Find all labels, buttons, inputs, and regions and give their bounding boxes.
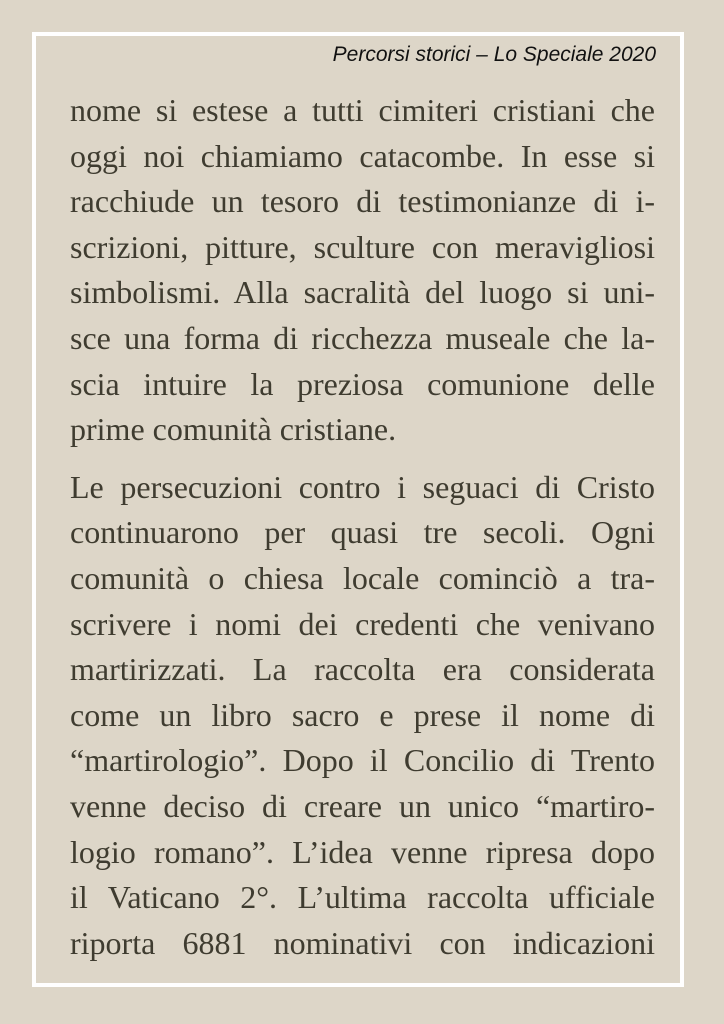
text-line: come un libro sacro e prese il nome di	[70, 696, 655, 733]
text-line: scia intuire la preziosa comunione delle	[70, 365, 655, 402]
text-line: riporta 6881 nominativi con indicazioni	[70, 924, 655, 961]
text-line: comunità o chiesa locale cominciò a tra-	[70, 559, 655, 596]
paragraph-1	[70, 88, 655, 453]
text-line: venne deciso di creare un unico “martiro-	[70, 787, 655, 824]
text-line: martirizzati. La raccolta era considerata	[70, 651, 655, 688]
text-line: prime comunità cristiane.	[70, 411, 397, 448]
running-header: Percorsi storici – Lo Speciale 2020	[332, 43, 656, 66]
text-line: il Vaticano 2°. L’ultima raccolta ufficiale	[70, 879, 655, 916]
text-line: oggi noi chiamiamo catacombe. In esse si	[70, 137, 655, 174]
body-text	[70, 88, 655, 966]
text-line: nome si estese a tutti cimiteri cristiani che	[70, 92, 655, 128]
text-line: logio romano”. L’idea venne ripresa dopo	[70, 833, 655, 870]
text-line: simbolismi. Alla sacralità del luogo si uni-	[70, 274, 655, 311]
text-line: Le persecuzioni contro i seguaci di Cristo	[70, 468, 655, 505]
text-line: “martirologio”. Dopo il Concilio di Trento	[70, 742, 655, 779]
text-line: scrivere i nomi dei credenti che venivano	[70, 605, 655, 642]
text-line: continuarono per quasi tre secoli. Ogni	[70, 514, 655, 551]
text-line: scrizioni, pitture, sculture con meravigliosi	[70, 228, 655, 265]
paragraph-2	[70, 465, 655, 967]
text-line: racchiude un tesoro di testimonianze di i-	[70, 183, 655, 220]
text-line: sce una forma di ricchezza museale che la-	[70, 319, 655, 356]
